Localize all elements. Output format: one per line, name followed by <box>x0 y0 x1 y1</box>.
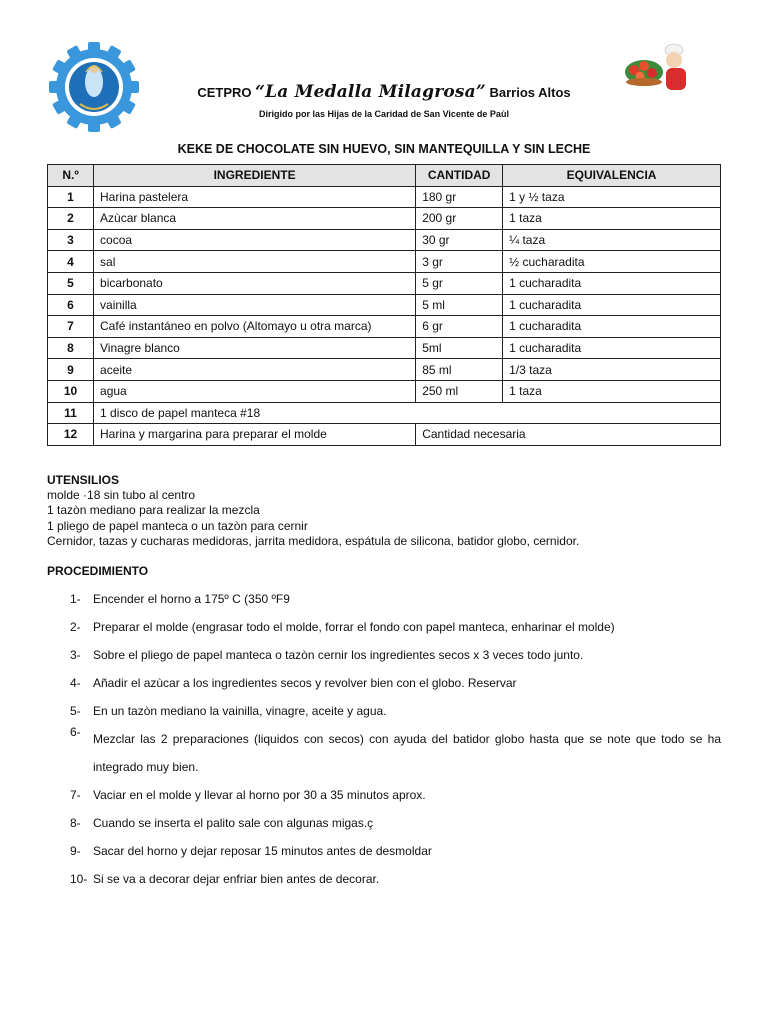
row-number: 11 <box>48 402 94 424</box>
row-quantity: 5 ml <box>416 294 503 316</box>
ingredients-table <box>47 164 721 446</box>
procedure-step <box>0 725 768 781</box>
table-row <box>48 229 721 251</box>
row-quantity: 30 gr <box>416 229 503 251</box>
step-number: 7- <box>70 788 81 802</box>
utensil-line: 1 pliego de papel manteca o un tazòn para cernir <box>47 518 308 533</box>
row-number: 10 <box>48 380 94 402</box>
row-number: 7 <box>48 316 94 338</box>
table-header-row <box>48 165 721 187</box>
row-equivalence: 1 cucharadita <box>503 272 721 294</box>
row-quantity: 180 gr <box>416 186 503 208</box>
row-equivalence: 1 y ½ taza <box>503 186 721 208</box>
row-equivalence: 1 taza <box>503 208 721 230</box>
procedure-step <box>0 592 768 606</box>
row-amount: Cantidad necesaria <box>416 424 721 446</box>
table-row <box>48 251 721 273</box>
step-text: Mezclar las 2 preparaciones (liquidos con secos) con ayuda del batidor globo hasta que se note que todo se ha integrado muy bien. <box>93 732 721 774</box>
step-number: 10- <box>70 872 88 886</box>
table-row <box>48 186 721 208</box>
utensil-line: Cernidor, tazas y cucharas medidoras, jarrita medidora, espátula de silicona, batidor globo, cernidor. <box>47 533 580 548</box>
row-ingredient: 1 disco de papel manteca #18 <box>94 402 721 424</box>
row-quantity: 6 gr <box>416 316 503 338</box>
row-equivalence: ¼ taza <box>503 229 721 251</box>
row-quantity: 5ml <box>416 337 503 359</box>
utensils-section <box>47 473 579 549</box>
table-row <box>48 208 721 230</box>
step-text: Si se va a decorar dejar enfriar bien antes de decorar. <box>93 872 380 886</box>
header-number: N.º <box>48 165 94 187</box>
row-equivalence: ½ cucharadita <box>503 251 721 273</box>
procedure-step <box>0 816 768 830</box>
row-ingredient: Vinagre blanco <box>94 337 416 359</box>
row-number: 3 <box>48 229 94 251</box>
procedure-step <box>0 844 768 858</box>
table-row <box>48 316 721 338</box>
procedure-steps <box>0 592 768 900</box>
row-equivalence: 1 taza <box>503 380 721 402</box>
header-ingredient: INGREDIENTE <box>94 165 416 187</box>
row-ingredient: Harina pastelera <box>94 186 416 208</box>
table-row <box>48 402 721 424</box>
step-text: Cuando se inserta el palito sale con algunas migas.ç <box>93 816 374 830</box>
row-quantity: 3 gr <box>416 251 503 273</box>
table-row <box>48 337 721 359</box>
procedure-step <box>0 788 768 802</box>
step-text: Preparar el molde (engrasar todo el molde, forrar el fondo con papel manteca, enharinar el molde) <box>93 620 615 634</box>
row-quantity: 5 gr <box>416 272 503 294</box>
step-number: 5- <box>70 704 81 718</box>
step-number: 9- <box>70 844 81 858</box>
school-subtitle: Dirigido por las Hijas de la Caridad de San Vicente de Paùl <box>259 109 509 119</box>
row-ingredient: Azùcar blanca <box>94 208 416 230</box>
step-number: 1- <box>70 592 81 606</box>
row-ingredient: agua <box>94 380 416 402</box>
utensil-line: molde ·18 sin tubo al centro <box>47 488 196 503</box>
procedure-step <box>0 676 768 690</box>
step-text: Vaciar en el molde y llevar al horno por 30 a 35 minutos aprox. <box>93 788 426 802</box>
row-ingredient: Harina y margarina para preparar el molde <box>94 424 416 446</box>
row-ingredient: Café instantáneo en polvo (Altomayo u otra marca) <box>94 316 416 338</box>
row-number: 5 <box>48 272 94 294</box>
row-ingredient: aceite <box>94 359 416 381</box>
row-equivalence: 1/3 taza <box>503 359 721 381</box>
header-quantity: CANTIDAD <box>416 165 503 187</box>
row-equivalence: 1 cucharadita <box>503 294 721 316</box>
step-number: 3- <box>70 648 81 662</box>
header-prefix: CETPRO <box>197 85 252 100</box>
row-ingredient: vainilla <box>94 294 416 316</box>
row-quantity: 85 ml <box>416 359 503 381</box>
ingredients-body <box>48 186 721 445</box>
row-number: 9 <box>48 359 94 381</box>
school-name: “La Medalla Milagrosa” <box>255 82 486 102</box>
row-number: 4 <box>48 251 94 273</box>
step-text: Añadir el azùcar a los ingredientes secos y revolver bien con el globo. Reservar <box>93 676 517 690</box>
step-number: 4- <box>70 676 81 690</box>
procedure-title: PROCEDIMIENTO <box>47 564 149 578</box>
table-row <box>48 294 721 316</box>
row-ingredient: sal <box>94 251 416 273</box>
table-row <box>48 359 721 381</box>
row-number: 12 <box>48 424 94 446</box>
step-number: 2- <box>70 620 81 634</box>
row-equivalence: 1 cucharadita <box>503 337 721 359</box>
utensils-title: UTENSILIOS <box>47 473 120 487</box>
row-ingredient: bicarbonato <box>94 272 416 294</box>
procedure-step <box>0 872 768 886</box>
procedure-step <box>0 648 768 662</box>
procedure-step <box>0 704 768 718</box>
step-number: 6- <box>70 725 81 739</box>
procedure-step <box>0 620 768 634</box>
school-header <box>0 82 768 102</box>
step-text: En un tazòn mediano la vainilla, vinagre, aceite y agua. <box>93 704 387 718</box>
row-quantity: 200 gr <box>416 208 503 230</box>
table-row <box>48 424 721 446</box>
step-number: 8- <box>70 816 81 830</box>
step-text: Sobre el pliego de papel manteca o tazòn cernir los ingredientes secos x 3 veces todo junto. <box>93 648 584 662</box>
row-ingredient: cocoa <box>94 229 416 251</box>
table-row <box>48 380 721 402</box>
row-number: 8 <box>48 337 94 359</box>
header-suffix: Barrios Altos <box>489 85 571 100</box>
recipe-title: KEKE DE CHOCOLATE SIN HUEVO, SIN MANTEQUILLA Y SIN LECHE <box>177 142 591 156</box>
table-row <box>48 272 721 294</box>
step-text: Sacar del horno y dejar reposar 15 minutos antes de desmoldar <box>93 844 432 858</box>
row-number: 1 <box>48 186 94 208</box>
row-number: 6 <box>48 294 94 316</box>
row-number: 2 <box>48 208 94 230</box>
step-text: Encender el horno a 175º C (350 ºF9 <box>93 592 290 606</box>
utensil-line: 1 tazòn mediano para realizar la mezcla <box>47 503 260 518</box>
row-equivalence: 1 cucharadita <box>503 316 721 338</box>
row-quantity: 250 ml <box>416 380 503 402</box>
header-equivalence: EQUIVALENCIA <box>503 165 721 187</box>
